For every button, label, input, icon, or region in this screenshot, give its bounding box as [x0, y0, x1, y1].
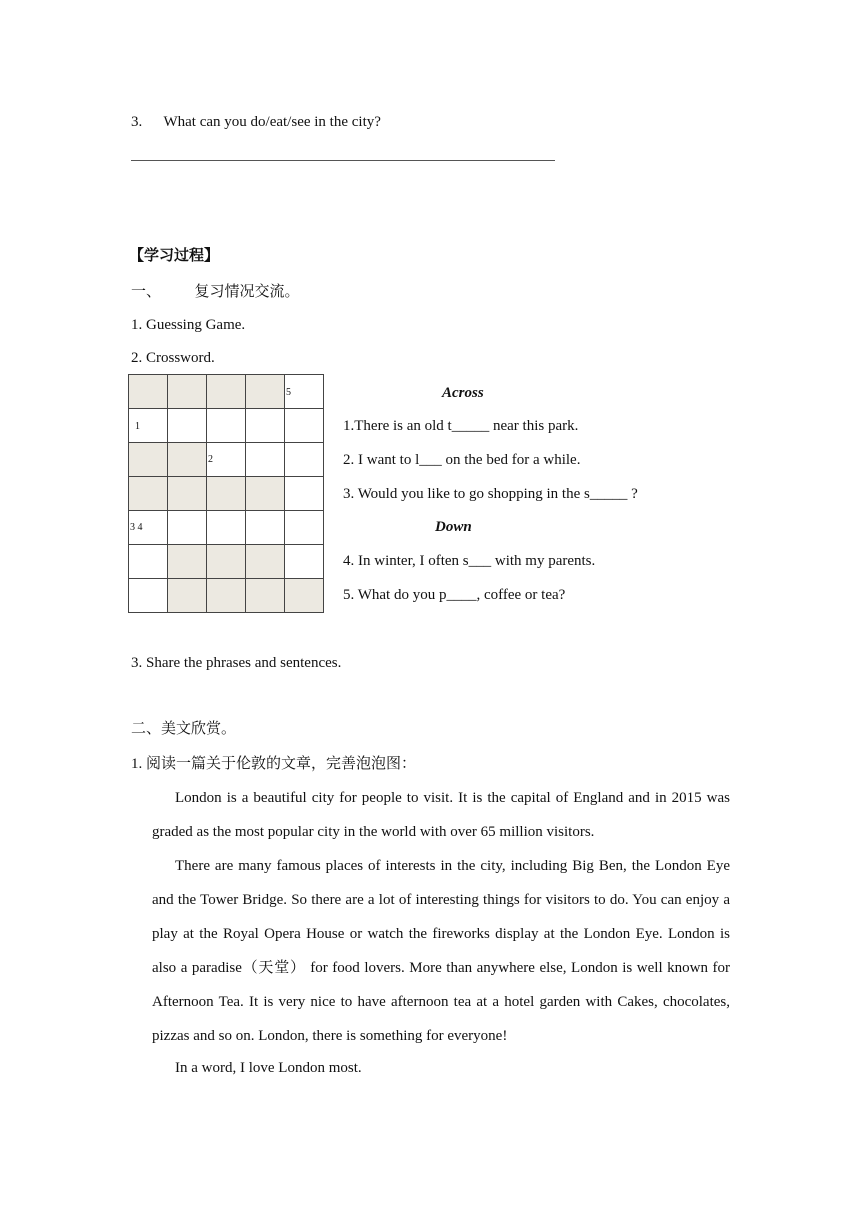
crossword-row	[129, 409, 324, 443]
crossword-row	[129, 511, 324, 545]
reading-instruction	[131, 754, 416, 774]
crossword-cell[interactable]	[168, 409, 207, 443]
passage-line: play at the Royal Opera House or watch the fireworks display at the London Eye. London is	[152, 926, 730, 942]
item-guessing-game: 1. Guessing Game.	[131, 317, 246, 333]
across-title: Across	[442, 385, 484, 401]
crossword-cell-blocked	[207, 579, 246, 613]
passage-paragraph-3	[152, 1051, 730, 1085]
crossword-cell[interactable]	[129, 545, 168, 579]
crossword-cell[interactable]	[246, 511, 285, 545]
crossword-cell[interactable]	[285, 409, 324, 443]
passage-line: graded as the most popular city in the world with over 65 million visitors.	[152, 824, 595, 840]
down-clue-5: 5. What do you p____, coffee or tea?	[343, 587, 566, 603]
passage-paragraph-1	[152, 781, 730, 849]
crossword-cell-blocked	[129, 443, 168, 477]
passage-line: In a word, I love London most.	[175, 1060, 362, 1076]
crossword-cell[interactable]	[285, 511, 324, 545]
crossword-cell-blocked	[168, 579, 207, 613]
crossword-cell-blocked	[246, 375, 285, 409]
answer-line	[131, 160, 555, 161]
crossword-grid	[128, 374, 324, 613]
crossword-cell[interactable]	[129, 409, 168, 443]
passage-paragraph-2	[152, 849, 730, 1053]
crossword-cell[interactable]	[207, 443, 246, 477]
crossword-cell-blocked	[168, 477, 207, 511]
crossword-cell[interactable]	[285, 477, 324, 511]
crossword-number: 3 4	[130, 522, 143, 533]
crossword-cell-blocked	[285, 579, 324, 613]
crossword-cell[interactable]	[207, 511, 246, 545]
reading-text: 阅读一篇关于伦敦的文章，完善泡泡图：	[146, 756, 417, 772]
crossword-cell[interactable]	[285, 375, 324, 409]
crossword-cell[interactable]	[285, 443, 324, 477]
question-3	[131, 112, 381, 132]
across-clue-2: 2. I want to l___ on the bed for a while.	[343, 452, 581, 468]
crossword-number: 1	[135, 421, 140, 432]
crossword-cell-blocked	[246, 579, 285, 613]
part1-heading	[131, 282, 300, 302]
crossword-cell-blocked	[168, 375, 207, 409]
item-crossword: 2. Crossword.	[131, 350, 215, 366]
crossword-number: 5	[286, 387, 291, 398]
crossword-row	[129, 545, 324, 579]
crossword-cell[interactable]	[246, 443, 285, 477]
passage-line: There are many famous places of interests in the city, including Big Ben, the London Eye	[175, 858, 730, 874]
crossword-cell-blocked	[129, 375, 168, 409]
part1-number: 一、	[131, 284, 162, 300]
passage-line: pizzas and so on. London, there is something for everyone!	[152, 1028, 508, 1044]
crossword-cell-blocked	[207, 477, 246, 511]
across-clue-3: 3. Would you like to go shopping in the s_____ ?	[343, 486, 638, 502]
question-text: What can you do/eat/see in the city?	[163, 114, 381, 130]
crossword-cell[interactable]	[207, 409, 246, 443]
passage-line: London is a beautiful city for people to visit. It is the capital of England and in 2015 was	[175, 790, 730, 806]
passage-line: and the Tower Bridge. So there are a lot of interesting things for visitors to do. You can enjoy a	[152, 892, 730, 908]
crossword-cell-blocked	[246, 545, 285, 579]
part2-heading: 二、美文欣赏。	[131, 721, 237, 737]
passage-line: also a paradise（天堂） for food lovers. More than anywhere else, London is well known for	[152, 960, 730, 976]
crossword-cell[interactable]	[285, 545, 324, 579]
crossword-row	[129, 579, 324, 613]
crossword-cell-blocked	[168, 443, 207, 477]
down-title: Down	[435, 519, 472, 535]
section-heading: 【学习过程】	[129, 248, 220, 264]
crossword-cell[interactable]	[168, 511, 207, 545]
crossword-cell-blocked	[246, 477, 285, 511]
crossword-cell-blocked	[168, 545, 207, 579]
question-number: 3.	[131, 114, 143, 130]
part1-title: 复习情况交流。	[194, 284, 300, 300]
crossword-cell-blocked	[129, 477, 168, 511]
across-clue-1: 1.There is an old t_____ near this park.	[343, 418, 579, 434]
crossword-cell-blocked	[207, 545, 246, 579]
crossword-row	[129, 375, 324, 409]
crossword-cell[interactable]	[129, 579, 168, 613]
crossword-cell[interactable]	[246, 409, 285, 443]
crossword-row	[129, 443, 324, 477]
crossword-number: 2	[208, 454, 213, 465]
item-share: 3. Share the phrases and sentences.	[131, 655, 342, 671]
crossword-cell[interactable]	[129, 511, 168, 545]
crossword-row	[129, 477, 324, 511]
crossword-cell-blocked	[207, 375, 246, 409]
passage-line: Afternoon Tea. It is very nice to have afternoon tea at a hotel garden with Cakes, chocolates,	[152, 994, 730, 1010]
down-clue-4: 4. In winter, I often s___ with my parents.	[343, 553, 596, 569]
reading-number: 1.	[131, 756, 143, 772]
